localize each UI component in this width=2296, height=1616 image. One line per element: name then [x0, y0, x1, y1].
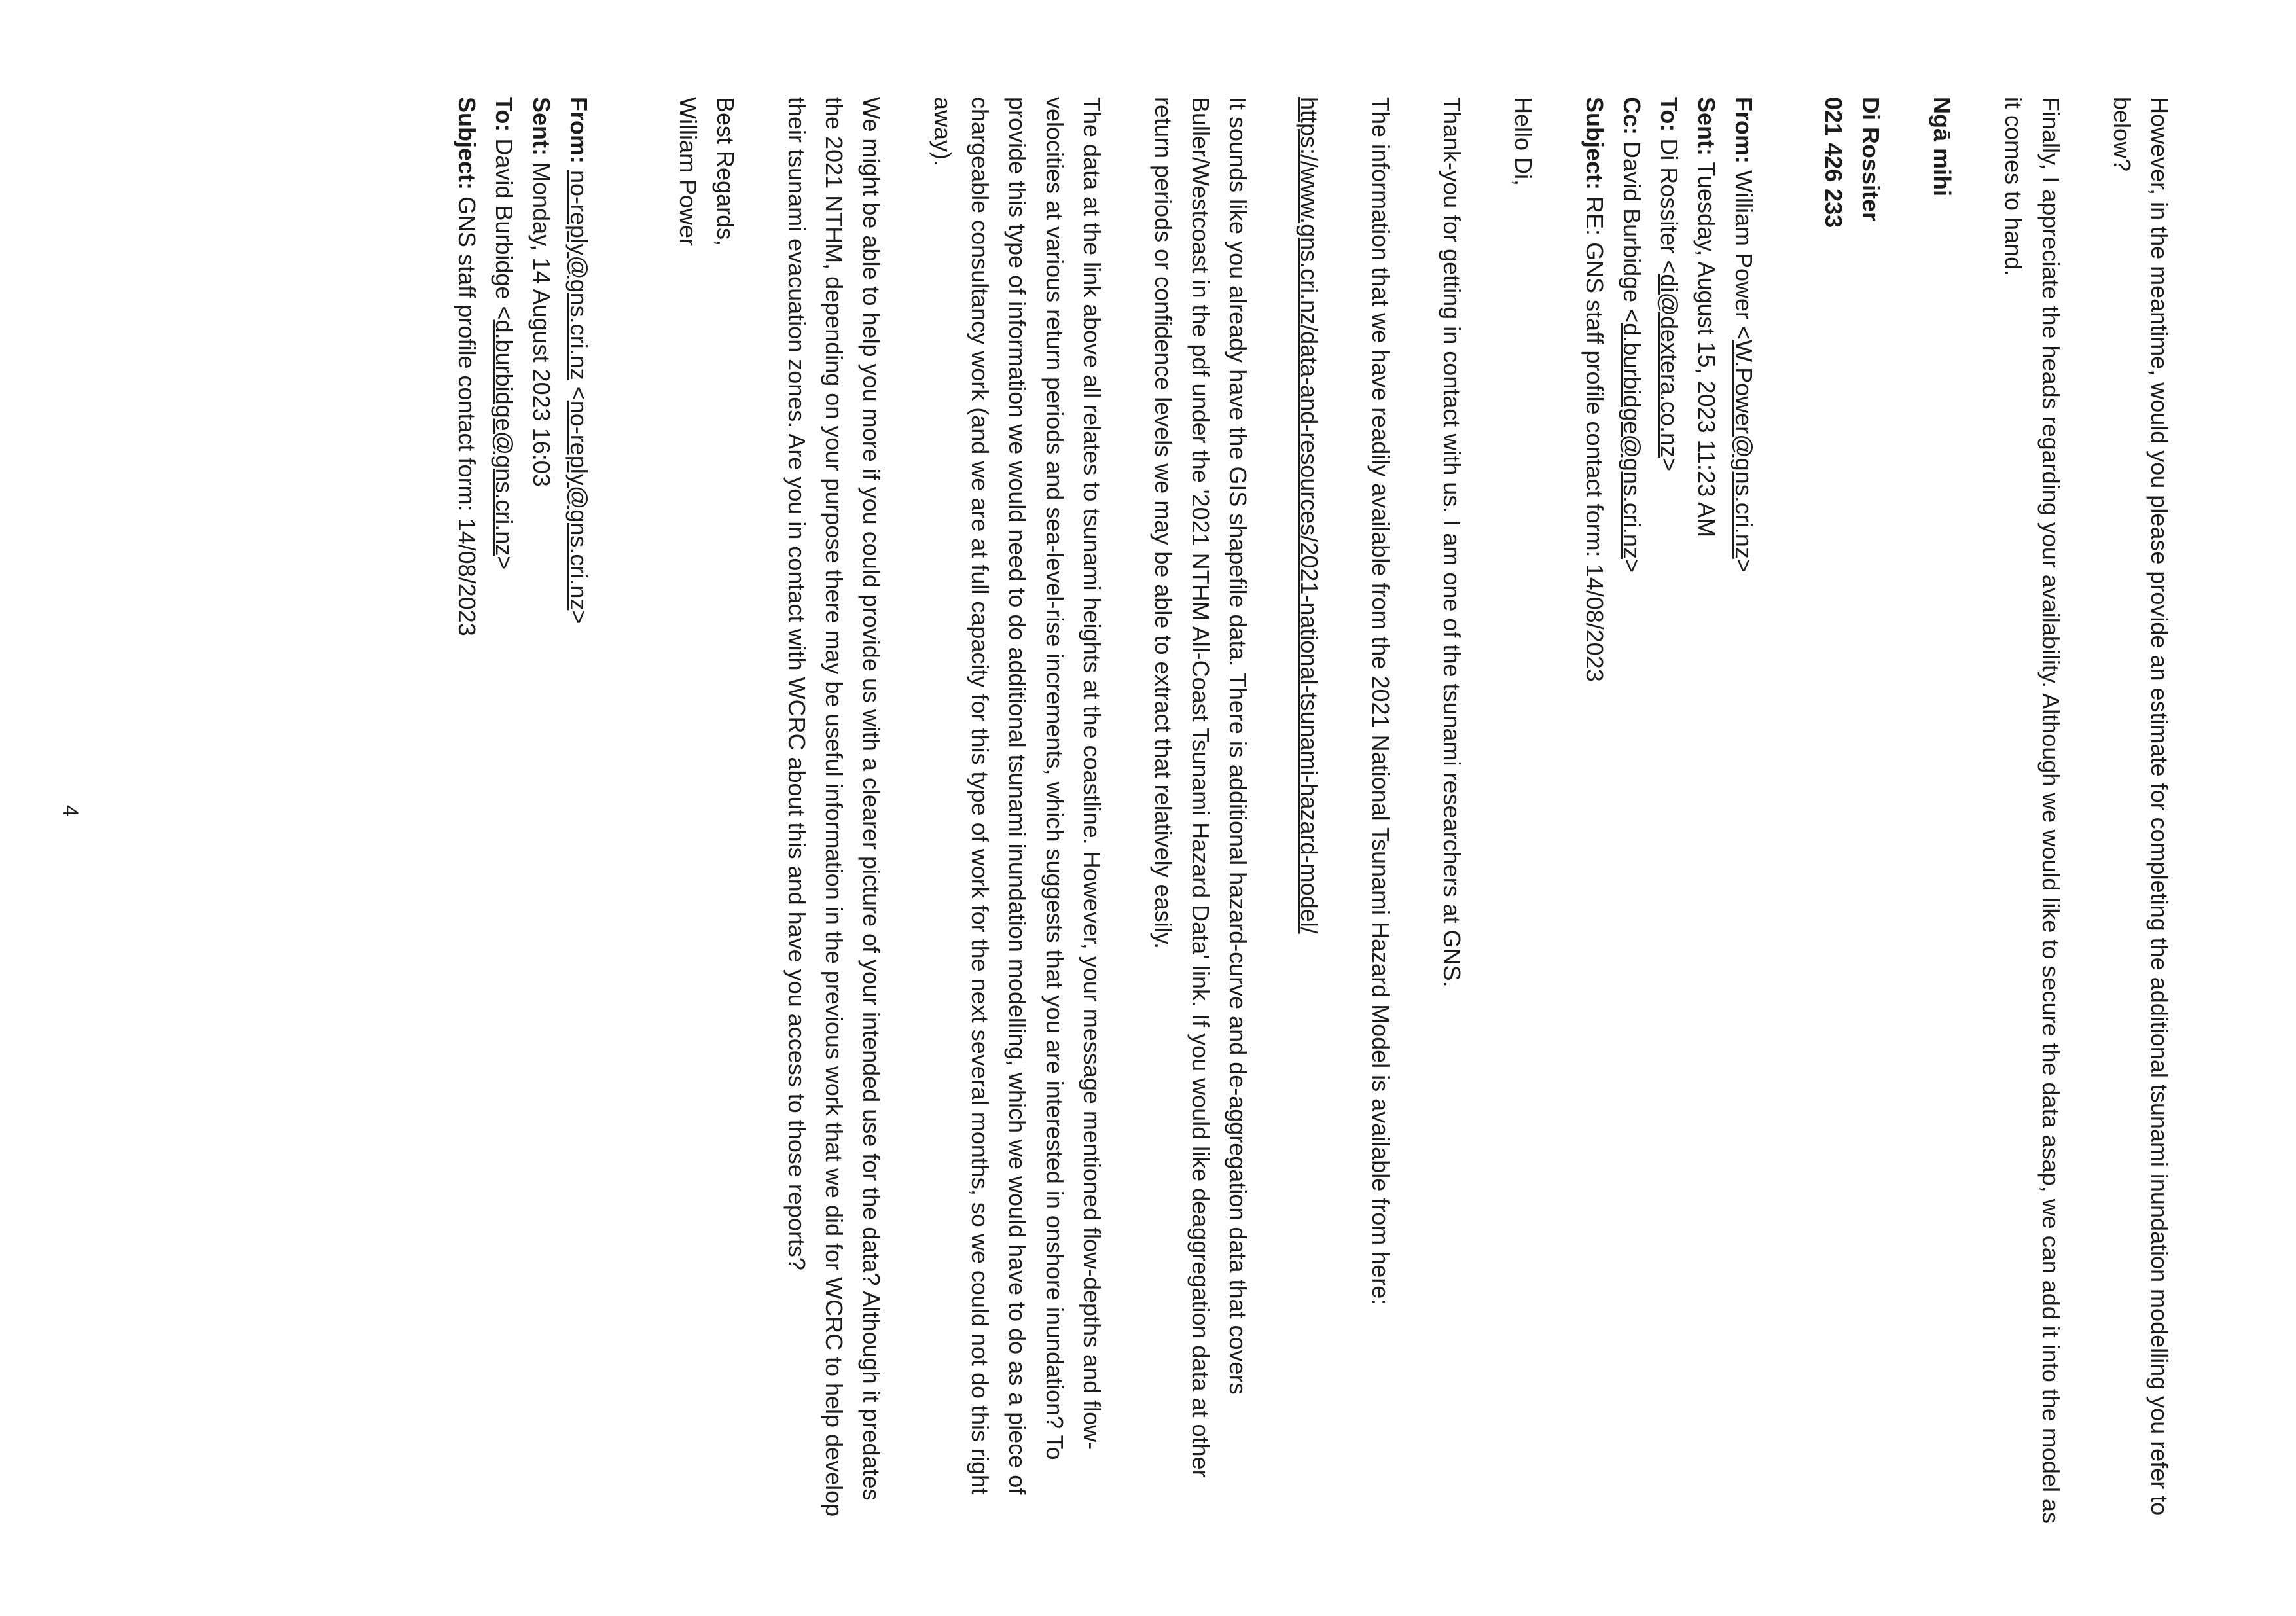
to-label: To: — [1656, 97, 1683, 132]
from-name: William Power < — [1731, 170, 1757, 340]
signature-phone: 021 426 233 — [1820, 97, 1847, 228]
regards: Best Regards, — [712, 97, 739, 247]
from-bracket-open: < — [565, 380, 592, 401]
sent-label: Sent: — [528, 97, 555, 156]
subject-value: RE: GNS staff profile contact form: 14/08/2023 — [1581, 196, 1608, 682]
from-email-link[interactable]: W.Power@gns.cri.nz — [1731, 340, 1757, 559]
help-paragraph: We might be able to help you more if you could provide us with a clearer picture of your intended use for the data? Although it predates the 2021 NTHM, depending on your purpose there may be useful information in the previous work that we did for WCRC to help develop their tsunami evacuation zones. Are you in contact with WCRC about this and have you access to those reports? — [783, 97, 885, 1517]
cc-email-link[interactable]: d.burbidge@gns.cri.nz — [1619, 323, 1645, 559]
sender-name: William Power — [675, 97, 702, 247]
to-label: To: — [491, 97, 518, 132]
greeting: Hello Di, — [1510, 97, 1537, 187]
from-email-link-2[interactable]: no-reply@gns.cri.nz — [565, 400, 592, 611]
nthm-link[interactable]: https://www.gns.cri.nz/data-and-resources/2021-national-tsunami-hazard-model/ — [1296, 97, 1323, 934]
subject-value: GNS staff profile contact form: 14/08/2023 — [454, 196, 480, 636]
sent-value: Tuesday, August 15, 2023 11:23 AM — [1693, 162, 1720, 538]
cc-label: Cc: — [1619, 97, 1645, 135]
to-name: David Burbidge < — [491, 138, 518, 320]
original-from-line — [560, 97, 598, 1537]
to-email-link[interactable]: di@dextera.co.nz — [1656, 274, 1683, 458]
estimate-request-paragraph: However, in the meantime, would you please provide an estimate for completing the additional tsunami inundation modelling you refer to below? — [2109, 97, 2173, 1516]
to-bracket: > — [491, 556, 518, 570]
original-to-line — [486, 97, 523, 1537]
from-label: From: — [1731, 97, 1757, 164]
page-number: 4 — [59, 805, 82, 817]
reply-sent-line — [1688, 97, 1725, 1537]
data-paragraph: The data at the link above all relates to tsunami heights at the coastline. However, your message mentioned flow-depths and flow-velocities at various return periods and sea-level-rise increments, which suggests that you are interested in onshore inundation? To provide this type of information we would need to do additional tsunami inundation modelling, which we would have to do as a piece of chargeable consultancy work (and we are at full capacity for this type of work for the next several months, so we could not do this right away). — [929, 97, 1105, 1495]
from-email-link[interactable]: no-reply@gns.cri.nz — [565, 170, 592, 380]
reply-to-line — [1651, 97, 1688, 1537]
from-bracket: > — [565, 610, 592, 624]
to-email-link[interactable]: d.burbidge@gns.cri.nz — [491, 319, 518, 556]
sign-off: Ngā mihi — [1929, 97, 1956, 197]
to-name: Di Rossiter < — [1656, 138, 1683, 274]
reply-from-line — [1725, 97, 1763, 1537]
info-paragraph: The information that we have readily available from the 2021 National Tsunami Hazard Model is available from here: — [1367, 97, 1394, 1306]
original-sent-line — [523, 97, 560, 1537]
reply-cc-line — [1613, 97, 1651, 1537]
subject-label: Subject: — [1581, 97, 1608, 190]
to-bracket: > — [1656, 458, 1683, 472]
from-bracket: > — [1731, 558, 1757, 573]
thanks-paragraph: Thank-you for getting in contact with us. I am one of the tsunami researchers at GNS. — [1439, 97, 1465, 988]
sent-label: Sent: — [1693, 97, 1720, 156]
subject-label: Subject: — [454, 97, 480, 190]
gis-paragraph: It sounds like you already have the GIS shapefile data. There is additional hazard-curve and de-aggregation data that covers Buller/Westcoast in the pdf under the '2021 NTHM All-Coast Tsunami Hazard Data' link. If you would like deaggregation data at other return periods or confidence levels we may be able to extract that relatively easily. — [1150, 97, 1251, 1478]
signature-name: Di Rossiter — [1857, 97, 1884, 222]
cc-bracket: > — [1619, 558, 1645, 573]
from-label: From: — [565, 97, 592, 164]
email-content — [448, 97, 2178, 1537]
original-email-header — [448, 97, 598, 1537]
reply-email-header — [1576, 97, 1763, 1537]
reply-subject-line — [1576, 97, 1613, 1537]
availability-paragraph: Finally, I appreciate the heads regarding your availability. Although we would like to secure the data asap, we can add it into the model as it comes to hand. — [2000, 97, 2064, 1524]
sent-value: Monday, 14 August 2023 16:03 — [528, 162, 555, 487]
cc-name: David Burbidge < — [1619, 141, 1645, 323]
original-subject-line — [448, 97, 486, 1537]
